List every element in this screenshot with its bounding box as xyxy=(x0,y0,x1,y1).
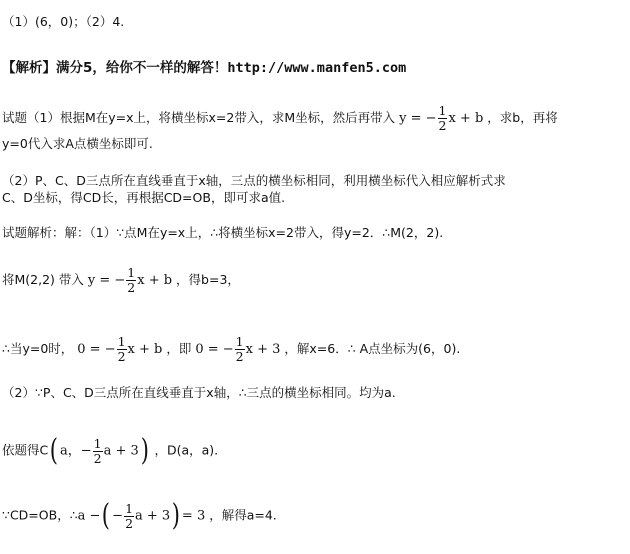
analysis-header xyxy=(2,60,406,76)
analysis-header-label: 【解析】满分5，给你不一样的解答！ xyxy=(2,60,228,76)
intro1-expr-lead: y = − xyxy=(399,111,437,126)
right-paren: ) xyxy=(171,498,181,533)
solution-step-3 xyxy=(2,335,460,364)
step6-expr-lead: a − xyxy=(77,508,101,524)
step3-frac2-den: 2 xyxy=(235,349,244,364)
right-paren: ) xyxy=(140,433,149,468)
step3-expr1-tail: x + b xyxy=(127,342,163,357)
step2-text-a: 将M(2,2) 带入 xyxy=(2,272,84,287)
left-paren: ( xyxy=(49,433,59,468)
step3-equation-2 xyxy=(195,335,280,364)
solution-step-6 xyxy=(2,498,277,533)
answer-line: （1）(6，0)；（2）4. xyxy=(2,14,125,29)
intro1-frac-num: 1 xyxy=(438,103,447,118)
step3-expr2-tail: x + 3 xyxy=(245,342,281,357)
step6-inner-tail: a + 3 xyxy=(135,508,171,524)
step2-text-b: ，得b=3， xyxy=(176,272,240,287)
intro2-line-2: C、D坐标，得CD长，再根据CD=OB，即可求a值. xyxy=(2,190,286,205)
solution-step-2 xyxy=(2,266,240,295)
step2-fraction xyxy=(126,266,136,295)
step2-equation xyxy=(88,266,172,295)
intro2-line-1: （2）P、C、D三点所在直线垂直于x轴，三点的横坐标相同，利用横坐标代入相应解析式求 xyxy=(2,173,506,188)
step3-expr1-lead: 0 = − xyxy=(77,342,116,357)
step5-fraction xyxy=(93,437,103,466)
step3-fraction-2 xyxy=(235,335,245,364)
step3-text-c: ，解x=6．∴ A点坐标为(6，0). xyxy=(284,341,461,356)
step2-frac-num: 1 xyxy=(127,265,136,280)
step3-frac1-num: 1 xyxy=(117,334,126,349)
intro1-expr-tail: x + b xyxy=(448,111,484,126)
step5-frac-den: 2 xyxy=(93,450,102,466)
step5-text-a: 依题得C xyxy=(2,442,49,458)
step2-frac-den: 2 xyxy=(127,280,136,295)
solution-step-4: （2）∵P、C、D三点所在直线垂直于x轴，∴三点的横坐标相同。均为a. xyxy=(2,385,396,400)
step5-expr-lead: a，− xyxy=(59,443,92,459)
step6-text-b: ，解得a=4. xyxy=(209,507,277,523)
intro1-text-a: 试题（1）根据M在y=x上，将横坐标x=2带入，求M坐标，然后再带入 xyxy=(2,110,396,125)
step5-expr-tail: a + 3 xyxy=(103,443,139,459)
step3-frac2-num: 1 xyxy=(235,334,244,349)
step6-inner-lead: − xyxy=(112,508,124,524)
step6-text-a: ∵CD=OB，∴ xyxy=(2,507,78,523)
intro1-text-c: y=0代入求A点横坐标即可. xyxy=(2,136,153,151)
step3-fraction-1 xyxy=(117,335,127,364)
step3-expr2-lead: 0 = − xyxy=(195,342,234,357)
step5-text-b: ，D(a，a). xyxy=(154,442,219,458)
step5-point-c xyxy=(48,433,150,468)
step6-equation xyxy=(77,498,206,533)
step6-frac-num: 1 xyxy=(125,500,134,516)
step3-frac1-den: 2 xyxy=(117,349,126,364)
step6-fraction xyxy=(124,502,134,531)
step6-expr-tail: = 3 xyxy=(181,508,206,524)
solution-step-1: 试题解析：解：（1）∵点M在y=x上，∴将横坐标x=2带入，得y=2．∴M(2，2). xyxy=(2,225,444,240)
step2-expr-lead: y = − xyxy=(87,273,126,288)
analysis-header-url[interactable]: http://www.manfen5.com xyxy=(227,60,407,76)
left-paren: ( xyxy=(102,498,111,533)
step3-text-a: ∴当y=0时， xyxy=(2,341,74,356)
intro1-equation xyxy=(399,104,483,133)
step2-expr-tail: x + b xyxy=(137,273,173,288)
intro-paragraph-1-line-1 xyxy=(2,104,558,133)
intro1-fraction xyxy=(438,104,448,133)
intro1-frac-den: 2 xyxy=(438,118,447,133)
solution-step-5 xyxy=(2,433,219,468)
intro1-text-b: ，求b，再将 xyxy=(487,110,558,125)
step3-equation-1 xyxy=(77,335,162,364)
step5-frac-num: 1 xyxy=(93,435,102,451)
step6-frac-den: 2 xyxy=(125,515,134,531)
step3-text-b: ，即 xyxy=(166,341,192,356)
